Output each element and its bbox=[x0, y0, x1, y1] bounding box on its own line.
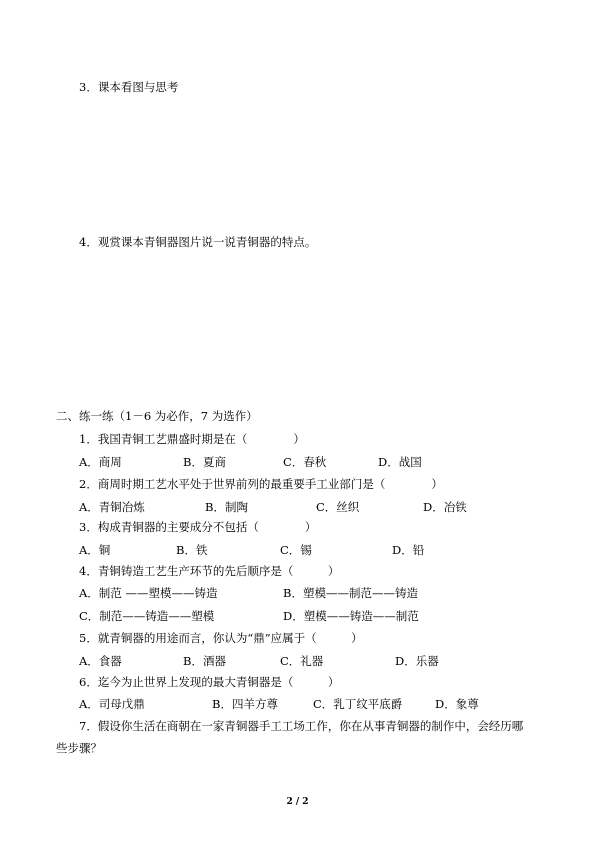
question-3-option-c: C．锡 bbox=[280, 543, 312, 557]
question-6-option-a: A．司母戊鼎 bbox=[79, 697, 145, 711]
question-4-option-a: A．制范 ——塑模——铸造 bbox=[79, 586, 218, 600]
question-6-option-c: C．乳丁纹平底爵 bbox=[313, 697, 403, 711]
question-3-option-d: D．铅 bbox=[392, 543, 425, 557]
question-1-option-c: C．春秋 bbox=[283, 455, 327, 469]
question-5-option-d: D．乐器 bbox=[395, 654, 439, 668]
question-5-option-b: B．酒器 bbox=[183, 654, 226, 668]
question-6-option-b: B．四羊方尊 bbox=[212, 697, 278, 711]
question-4-option-b: B．塑模——制范——铸造 bbox=[283, 586, 418, 600]
question-5-option-c: C．礼器 bbox=[280, 654, 324, 668]
question-3-option-b: B．铁 bbox=[176, 543, 208, 557]
question-5-stem: 5．就青铜器的用途而言，你认为“鼎”应属于（ ） bbox=[79, 631, 363, 645]
question-1-stem: 1．我国青铜工艺鼎盛时期是在（ ） bbox=[79, 432, 305, 446]
question-2-stem: 2．商周时期工艺水平处于世界前列的最重要手工业部门是（ ） bbox=[79, 477, 443, 491]
question-5-option-a: A．食器 bbox=[79, 654, 122, 668]
question-3-stem: 3．构成青铜器的主要成分不包括（ ） bbox=[79, 520, 317, 534]
question-3: 3．课本看图与思考 bbox=[79, 80, 179, 94]
section-heading: 二、练一练（1－6 为必作，7 为选作） bbox=[56, 409, 258, 423]
question-3-option-a: A．铜 bbox=[79, 543, 111, 557]
question-2-option-b: B．制陶 bbox=[205, 500, 248, 514]
page-number: 2 / 2 bbox=[286, 797, 309, 807]
question-2-option-d: D．冶铁 bbox=[423, 500, 467, 514]
question-2-option-a: A．青铜冶炼 bbox=[79, 500, 145, 514]
question-4-option-d: D．塑模——铸造——制范 bbox=[283, 609, 419, 623]
question-1-option-b: B．夏商 bbox=[183, 455, 226, 469]
question-1-option-a: A．商周 bbox=[79, 455, 122, 469]
question-6-stem: 6．迄今为止世界上发现的最大青铜器是（ ） bbox=[79, 675, 340, 689]
question-2-option-c: C．丝织 bbox=[316, 500, 360, 514]
question-4: 4．观赏课本青铜器图片说一说青铜器的特点。 bbox=[79, 235, 317, 249]
question-6-option-d: D．象尊 bbox=[435, 697, 479, 711]
question-7-line-1: 7．假设你生活在商朝在一家青铜器手工工场工作，你在从事青铜器的制作中，会经历哪 bbox=[79, 719, 524, 733]
question-4-option-c: C．制范——铸造——塑模 bbox=[79, 609, 215, 623]
question-4-stem: 4．青铜铸造工艺生产环节的先后顺序是（ ） bbox=[79, 564, 340, 578]
question-7-line-2: 些步骤？ bbox=[56, 741, 102, 755]
question-1-option-d: D．战国 bbox=[378, 455, 422, 469]
